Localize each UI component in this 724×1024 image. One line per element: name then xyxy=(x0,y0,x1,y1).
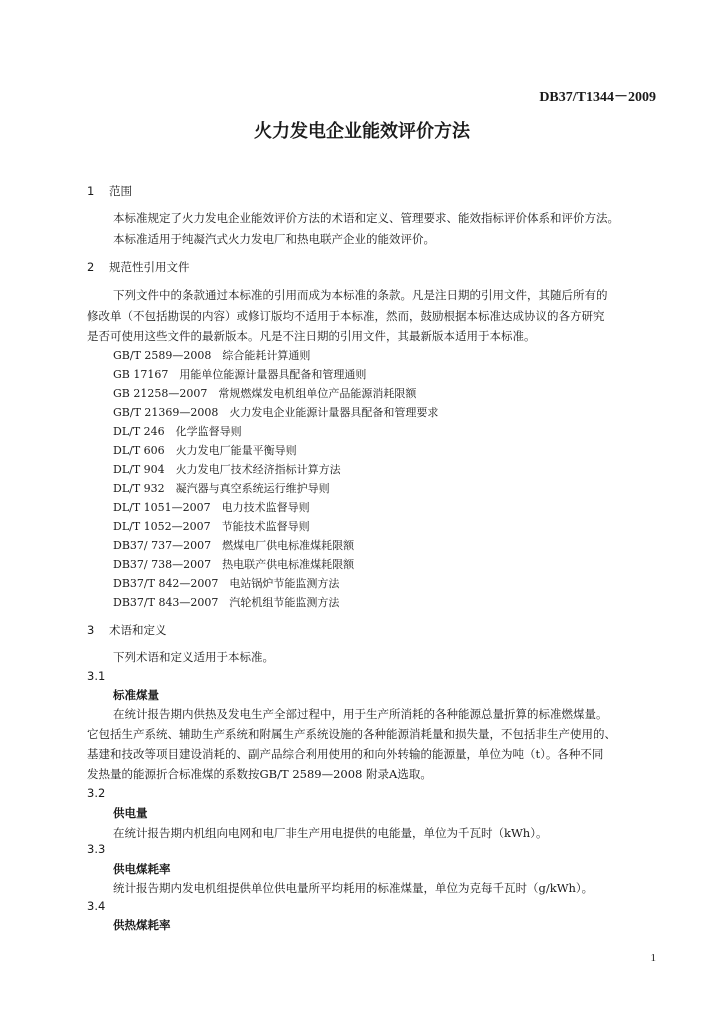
reference-item: DL/T 246 化学监督导则 xyxy=(113,425,242,438)
section-title: 范围 xyxy=(109,184,132,198)
definition-line: 在统计报告期内机组向电网和电厂非生产用电提供的电能量，单位为千瓦时（kWh）。 xyxy=(113,826,548,840)
reference-item: DL/T 1052—2007 节能技术监督导则 xyxy=(113,520,310,533)
definition-line: 基建和技改等项目建设消耗的、副产品综合利用使用的和向外转输的能源量，单位为吨（t）。各种不同 xyxy=(87,747,604,761)
section-title: 术语和定义 xyxy=(109,623,167,637)
reference-item: GB 21258—2007 常规燃煤发电机组单位产品能源消耗限额 xyxy=(113,387,417,400)
paragraph: 下列术语和定义适用于本标准。 xyxy=(113,650,274,664)
clause-number: 3.3 xyxy=(87,842,106,856)
reference-item: GB/T 2589—2008 综合能耗计算通则 xyxy=(113,349,311,362)
clause-number: 3.1 xyxy=(87,669,106,683)
reference-item: DB37/ 737—2007 燃煤电厂供电标准煤耗限额 xyxy=(113,539,355,552)
section-number: 3 xyxy=(87,623,95,637)
paragraph: 本标准规定了火力发电企业能效评价方法的术语和定义、管理要求、能效指标评价体系和评价方法。 xyxy=(113,211,619,225)
definition-line: 统计报告期内发电机组提供单位供电量所平均耗用的标准煤量，单位为克每千瓦时（g/kWh）。 xyxy=(113,881,594,895)
definition-line: 在统计报告期内供热及发电生产全部过程中，用于生产所消耗的各种能源总量折算的标准燃煤量。 xyxy=(113,707,608,721)
paragraph-line: 修改单（不包括勘误的内容）或修订版均不适用于本标准，然而，鼓励根据本标准达成协议的各方研究 xyxy=(87,309,605,323)
reference-item: DB37/T 843—2007 汽轮机组节能监测方法 xyxy=(113,596,340,609)
reference-item: DL/T 606 火力发电厂能量平衡导则 xyxy=(113,444,297,457)
reference-item: DB37/ 738—2007 热电联产供电标准煤耗限额 xyxy=(113,558,355,571)
reference-item: DL/T 1051—2007 电力技术监督导则 xyxy=(113,501,310,514)
reference-item: GB/T 21369—2008 火力发电企业能源计量器具配备和管理要求 xyxy=(113,406,439,419)
page-number: 1 xyxy=(650,952,656,964)
paragraph-line: 下列文件中的条款通过本标准的引用而成为本标准的条款。凡是注日期的引用文件，其随后所有的 xyxy=(113,288,608,302)
reference-item: DL/T 904 火力发电厂技术经济指标计算方法 xyxy=(113,463,341,476)
document-title: 火力发电企业能效评价方法 xyxy=(254,121,470,142)
reference-item: DL/T 932 凝汽器与真空系统运行维护导则 xyxy=(113,482,330,495)
clause-number: 3.4 xyxy=(87,899,106,913)
section-2-heading xyxy=(87,259,190,275)
section-1-heading xyxy=(87,183,132,199)
reference-item: GB 17167 用能单位能源计量器具配备和管理通则 xyxy=(113,368,367,381)
standard-code: DB37/T1344－2009 xyxy=(539,90,656,105)
paragraph-line: 是否可使用这些文件的最新版本。凡是不注日期的引用文件，其最新版本适用于本标准。 xyxy=(87,329,536,343)
term-name: 供电量 xyxy=(113,806,148,820)
definition-line: 它包括生产系统、辅助生产系统和附属生产系统设施的各种能源消耗量和损失量，不包括非生产使用的、 xyxy=(87,727,616,741)
paragraph: 本标准适用于纯凝汽式火力发电厂和热电联产企业的能效评价。 xyxy=(113,232,435,246)
reference-item: DB37/T 842—2007 电站锅炉节能监测方法 xyxy=(113,577,340,590)
term-name: 供热煤耗率 xyxy=(113,918,171,932)
section-number: 2 xyxy=(87,260,95,274)
term-name: 标准煤量 xyxy=(113,688,159,702)
clause-number: 3.2 xyxy=(87,786,106,800)
term-name: 供电煤耗率 xyxy=(113,862,171,876)
section-number: 1 xyxy=(87,184,95,198)
definition-line: 发热量的能源折合标准煤的系数按GB/T 2589—2008 附录A选取。 xyxy=(87,767,432,781)
section-3-heading xyxy=(87,622,167,638)
section-title: 规范性引用文件 xyxy=(109,260,190,274)
